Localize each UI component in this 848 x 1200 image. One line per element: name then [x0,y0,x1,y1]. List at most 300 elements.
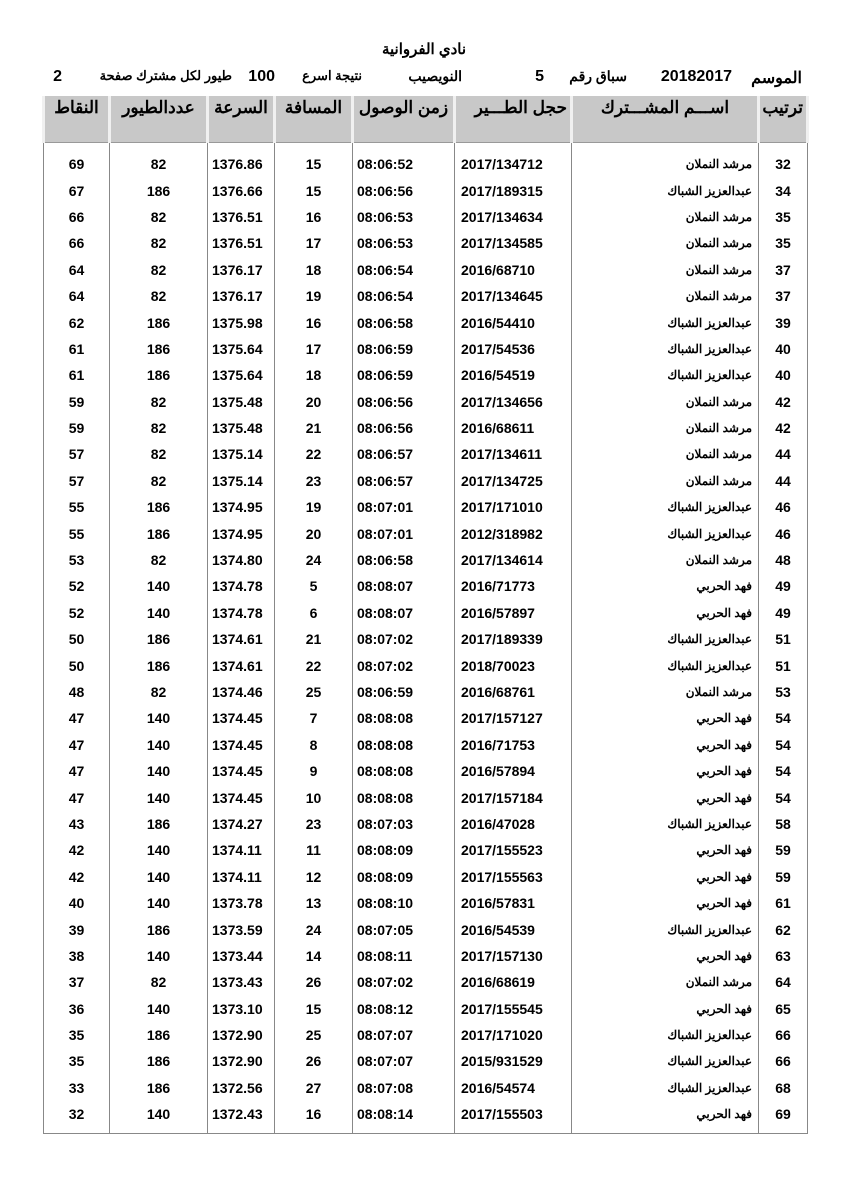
speed-cell: 1372.90 [208,1048,275,1074]
rank-cell: 34 [759,177,808,203]
ring-cell: 2017/134585 [455,230,572,256]
distance-cell: 18 [275,257,353,283]
table-row [44,257,808,283]
bird-count-cell: 140 [110,784,208,810]
arrival-cell: 08:06:53 [353,204,455,230]
distance-cell: 14 [275,943,353,969]
ring-cell: 2017/155523 [455,837,572,863]
table-row [44,1022,808,1048]
ring-cell: 2017/155563 [455,864,572,890]
rank-cell: 62 [759,916,808,942]
bird-count-cell: 186 [110,177,208,203]
speed-cell: 1376.17 [208,283,275,309]
bird-count-cell: 140 [110,943,208,969]
arrival-cell: 08:07:08 [353,1075,455,1101]
ring-cell: 2017/157127 [455,705,572,731]
distance-cell: 26 [275,969,353,995]
distance-cell: 19 [275,283,353,309]
table-row [44,1101,808,1134]
table-row [44,389,808,415]
per-member-label: طيور لكل مشترك صفحة [99,68,232,83]
speed-cell: 1375.48 [208,415,275,441]
arrival-cell: 08:08:07 [353,573,455,599]
table-row [44,547,808,573]
points-cell: 50 [44,652,110,678]
member-cell: فهد الحربي [572,758,759,784]
ring-cell: 2016/71753 [455,732,572,758]
arrival-cell: 08:07:02 [353,626,455,652]
rank-cell: 59 [759,837,808,863]
points-cell: 47 [44,784,110,810]
distance-cell: 7 [275,705,353,731]
bird-count-cell: 82 [110,547,208,573]
rank-cell: 37 [759,283,808,309]
points-cell: 52 [44,600,110,626]
table-row [44,415,808,441]
distance-cell: 21 [275,626,353,652]
member-cell: عبدالعزيز الشباك [572,494,759,520]
distance-cell: 20 [275,520,353,546]
rank-cell: 42 [759,389,808,415]
member-cell: فهد الحربي [572,996,759,1022]
bird-count-cell: 82 [110,143,208,178]
table-row [44,811,808,837]
speed-cell: 1376.66 [208,177,275,203]
points-cell: 67 [44,177,110,203]
page-number: 2 [53,68,62,85]
rank-cell: 40 [759,336,808,362]
club-title: نادي الفروانية [381,41,467,58]
rank-cell: 65 [759,996,808,1022]
arrival-cell: 08:06:56 [353,389,455,415]
bird-count-cell: 140 [110,996,208,1022]
speed-cell: 1375.98 [208,309,275,335]
header-row [44,96,808,143]
bird-count-cell: 140 [110,864,208,890]
member-cell: فهد الحربي [572,732,759,758]
result-label: نتيجة اسرع [302,68,362,83]
points-cell: 42 [44,864,110,890]
member-cell: فهد الحربي [572,784,759,810]
rank-cell: 68 [759,1075,808,1101]
ring-cell: 2016/68619 [455,969,572,995]
speed-cell: 1374.45 [208,784,275,810]
member-cell: فهد الحربي [572,943,759,969]
bird-count-cell: 82 [110,283,208,309]
arrival-cell: 08:08:09 [353,837,455,863]
distance-cell: 5 [275,573,353,599]
arrival-cell: 08:06:54 [353,283,455,309]
bird-count-cell: 140 [110,705,208,731]
member-cell: فهد الحربي [572,600,759,626]
speed-cell: 1373.43 [208,969,275,995]
speed-cell: 1374.45 [208,705,275,731]
bird-count-cell: 82 [110,230,208,256]
points-cell: 43 [44,811,110,837]
rank-cell: 53 [759,679,808,705]
ring-cell: 2017/54536 [455,336,572,362]
ring-cell: 2017/134712 [455,143,572,178]
member-cell: عبدالعزيز الشباك [572,520,759,546]
distance-cell: 11 [275,837,353,863]
member-cell: مرشد النملان [572,441,759,467]
arrival-cell: 08:06:57 [353,441,455,467]
bird-count-cell: 186 [110,652,208,678]
speed-cell: 1375.48 [208,389,275,415]
rank-cell: 37 [759,257,808,283]
col-arrival: زمن الوصول [353,96,455,143]
bird-count-cell: 140 [110,573,208,599]
member-cell: عبدالعزيز الشباك [572,811,759,837]
rank-cell: 35 [759,204,808,230]
arrival-cell: 08:07:01 [353,520,455,546]
member-cell: مرشد النملان [572,415,759,441]
speed-cell: 1374.61 [208,652,275,678]
member-cell: عبدالعزيز الشباك [572,1075,759,1101]
distance-cell: 16 [275,204,353,230]
rank-cell: 64 [759,969,808,995]
speed-cell: 1374.11 [208,837,275,863]
ring-cell: 2017/157184 [455,784,572,810]
distance-cell: 22 [275,652,353,678]
ring-cell: 2017/134611 [455,441,572,467]
table-row [44,916,808,942]
rank-cell: 61 [759,890,808,916]
points-cell: 61 [44,336,110,362]
table-row [44,309,808,335]
distance-cell: 6 [275,600,353,626]
arrival-cell: 08:06:54 [353,257,455,283]
arrival-cell: 08:06:59 [353,362,455,388]
speed-cell: 1373.78 [208,890,275,916]
arrival-cell: 08:08:14 [353,1101,455,1134]
distance-cell: 17 [275,336,353,362]
distance-cell: 15 [275,996,353,1022]
points-cell: 52 [44,573,110,599]
distance-cell: 26 [275,1048,353,1074]
speed-cell: 1373.44 [208,943,275,969]
ring-cell: 2016/54574 [455,1075,572,1101]
ring-cell: 2016/54519 [455,362,572,388]
ring-cell: 2016/57831 [455,890,572,916]
table-row [44,732,808,758]
points-cell: 35 [44,1022,110,1048]
speed-cell: 1375.64 [208,336,275,362]
ring-cell: 2016/57894 [455,758,572,784]
region: النويصيب [408,68,462,84]
race-label: سباق رقم [569,68,627,84]
table-row [44,652,808,678]
arrival-cell: 08:08:09 [353,864,455,890]
bird-count-cell: 186 [110,1075,208,1101]
arrival-cell: 08:07:07 [353,1022,455,1048]
bird-count-cell: 82 [110,969,208,995]
rank-cell: 49 [759,573,808,599]
points-cell: 32 [44,1101,110,1134]
member-cell: مرشد النملان [572,143,759,178]
distance-cell: 24 [275,547,353,573]
points-cell: 59 [44,415,110,441]
speed-cell: 1374.27 [208,811,275,837]
points-cell: 55 [44,520,110,546]
member-cell: عبدالعزيز الشباك [572,652,759,678]
ring-cell: 2016/71773 [455,573,572,599]
ring-cell: 2016/68710 [455,257,572,283]
bird-count-cell: 186 [110,362,208,388]
bird-count-cell: 186 [110,1048,208,1074]
speed-cell: 1374.95 [208,520,275,546]
points-cell: 57 [44,468,110,494]
bird-count-cell: 140 [110,732,208,758]
speed-cell: 1373.10 [208,996,275,1022]
arrival-cell: 08:06:58 [353,547,455,573]
distance-cell: 15 [275,177,353,203]
distance-cell: 8 [275,732,353,758]
arrival-cell: 08:07:01 [353,494,455,520]
arrival-cell: 08:06:53 [353,230,455,256]
distance-cell: 15 [275,143,353,178]
arrival-cell: 08:06:56 [353,177,455,203]
member-cell: عبدالعزيز الشباك [572,1048,759,1074]
table-row [44,1075,808,1101]
table-row [44,204,808,230]
ring-cell: 2016/57897 [455,600,572,626]
speed-cell: 1376.86 [208,143,275,178]
distance-cell: 17 [275,230,353,256]
ring-cell: 2016/54410 [455,309,572,335]
distance-cell: 22 [275,441,353,467]
rank-cell: 49 [759,600,808,626]
arrival-cell: 08:06:56 [353,415,455,441]
table-row [44,573,808,599]
ring-cell: 2017/134634 [455,204,572,230]
rank-cell: 69 [759,1101,808,1134]
arrival-cell: 08:08:11 [353,943,455,969]
ring-cell: 2016/54539 [455,916,572,942]
speed-cell: 1376.51 [208,204,275,230]
speed-cell: 1375.64 [208,362,275,388]
rank-cell: 48 [759,547,808,573]
distance-cell: 24 [275,916,353,942]
speed-cell: 1374.78 [208,573,275,599]
distance-cell: 12 [275,864,353,890]
member-cell: مرشد النملان [572,204,759,230]
bird-count-cell: 186 [110,916,208,942]
rank-cell: 66 [759,1022,808,1048]
season-label: الموسم [751,70,802,87]
points-cell: 39 [44,916,110,942]
distance-cell: 20 [275,389,353,415]
arrival-cell: 08:07:03 [353,811,455,837]
table-row [44,837,808,863]
table-row [44,143,808,178]
member-cell: مرشد النملان [572,230,759,256]
table-row [44,626,808,652]
points-cell: 47 [44,732,110,758]
rank-cell: 54 [759,784,808,810]
points-cell: 40 [44,890,110,916]
rank-cell: 54 [759,758,808,784]
speed-cell: 1375.14 [208,441,275,467]
ring-cell: 2017/155545 [455,996,572,1022]
points-cell: 57 [44,441,110,467]
table-row [44,600,808,626]
member-cell: فهد الحربي [572,837,759,863]
rank-cell: 42 [759,415,808,441]
distance-cell: 10 [275,784,353,810]
points-cell: 69 [44,143,110,178]
speed-cell: 1374.45 [208,732,275,758]
distance-cell: 23 [275,468,353,494]
table-row [44,705,808,731]
points-cell: 64 [44,283,110,309]
ring-cell: 2017/189339 [455,626,572,652]
member-cell: عبدالعزيز الشباك [572,916,759,942]
points-cell: 36 [44,996,110,1022]
arrival-cell: 08:06:57 [353,468,455,494]
ring-cell: 2016/68611 [455,415,572,441]
table-row [44,1048,808,1074]
bird-count-cell: 82 [110,389,208,415]
rank-cell: 54 [759,732,808,758]
bird-count-cell: 186 [110,811,208,837]
bird-count-cell: 82 [110,468,208,494]
bird-count-cell: 140 [110,600,208,626]
arrival-cell: 08:06:59 [353,336,455,362]
bird-count-cell: 82 [110,257,208,283]
table-row [44,362,808,388]
speed-cell: 1374.46 [208,679,275,705]
bird-count-cell: 186 [110,336,208,362]
rank-cell: 46 [759,494,808,520]
points-cell: 66 [44,230,110,256]
points-cell: 61 [44,362,110,388]
member-cell: فهد الحربي [572,1101,759,1134]
table-row [44,520,808,546]
ring-cell: 2012/318982 [455,520,572,546]
col-speed: السرعة [208,96,275,143]
arrival-cell: 08:08:07 [353,600,455,626]
table-row [44,336,808,362]
speed-cell: 1374.45 [208,758,275,784]
table-row [44,969,808,995]
member-cell: فهد الحربي [572,890,759,916]
table-row [44,943,808,969]
rank-cell: 44 [759,441,808,467]
member-cell: مرشد النملان [572,679,759,705]
table-row [44,468,808,494]
ring-cell: 2017/134614 [455,547,572,573]
points-cell: 64 [44,257,110,283]
race-value: 5 [535,68,544,85]
distance-cell: 16 [275,309,353,335]
ring-cell: 2017/134725 [455,468,572,494]
col-member: اســـم المشـــترك [572,96,759,143]
points-cell: 50 [44,626,110,652]
speed-cell: 1373.59 [208,916,275,942]
points-cell: 38 [44,943,110,969]
rank-cell: 66 [759,1048,808,1074]
rank-cell: 51 [759,652,808,678]
table-row [44,283,808,309]
ring-cell: 2016/68761 [455,679,572,705]
arrival-cell: 08:06:58 [353,309,455,335]
ring-cell: 2015/931529 [455,1048,572,1074]
speed-cell: 1374.11 [208,864,275,890]
speed-cell: 1372.90 [208,1022,275,1048]
member-cell: مرشد النملان [572,547,759,573]
rank-cell: 59 [759,864,808,890]
points-cell: 66 [44,204,110,230]
rank-cell: 44 [759,468,808,494]
points-cell: 37 [44,969,110,995]
points-cell: 42 [44,837,110,863]
points-cell: 35 [44,1048,110,1074]
distance-cell: 19 [275,494,353,520]
distance-cell: 23 [275,811,353,837]
points-cell: 55 [44,494,110,520]
table-row [44,494,808,520]
distance-cell: 25 [275,679,353,705]
arrival-cell: 08:08:12 [353,996,455,1022]
bird-count-cell: 186 [110,520,208,546]
col-rank: ترتيب [759,96,808,143]
bird-count-cell: 82 [110,204,208,230]
member-cell: مرشد النملان [572,257,759,283]
season-value: 20182017 [660,68,732,85]
col-distance: المسافة [275,96,353,143]
speed-cell: 1374.78 [208,600,275,626]
bird-count-cell: 186 [110,494,208,520]
table-row [44,441,808,467]
points-cell: 53 [44,547,110,573]
table-row [44,679,808,705]
speed-cell: 1372.56 [208,1075,275,1101]
ring-cell: 2017/155503 [455,1101,572,1134]
bird-count-cell: 82 [110,441,208,467]
points-cell: 48 [44,679,110,705]
member-cell: مرشد النملان [572,468,759,494]
ring-cell: 2017/171020 [455,1022,572,1048]
member-cell: فهد الحربي [572,705,759,731]
rank-cell: 51 [759,626,808,652]
arrival-cell: 08:08:10 [353,890,455,916]
speed-cell: 1376.17 [208,257,275,283]
member-cell: مرشد النملان [572,283,759,309]
distance-cell: 13 [275,890,353,916]
points-cell: 59 [44,389,110,415]
distance-cell: 18 [275,362,353,388]
rank-cell: 40 [759,362,808,388]
col-bird-count: عددالطيور [110,96,208,143]
member-cell: مرشد النملان [572,969,759,995]
ring-cell: 2017/171010 [455,494,572,520]
member-cell: مرشد النملان [572,389,759,415]
distance-cell: 27 [275,1075,353,1101]
member-cell: عبدالعزيز الشباك [572,309,759,335]
member-cell: فهد الحربي [572,573,759,599]
rank-cell: 58 [759,811,808,837]
bird-count-cell: 140 [110,1101,208,1134]
rank-cell: 63 [759,943,808,969]
arrival-cell: 08:08:08 [353,758,455,784]
ring-cell: 2017/134656 [455,389,572,415]
arrival-cell: 08:07:02 [353,652,455,678]
bird-count-cell: 140 [110,837,208,863]
table-row [44,864,808,890]
rank-cell: 39 [759,309,808,335]
race-info [48,68,802,90]
